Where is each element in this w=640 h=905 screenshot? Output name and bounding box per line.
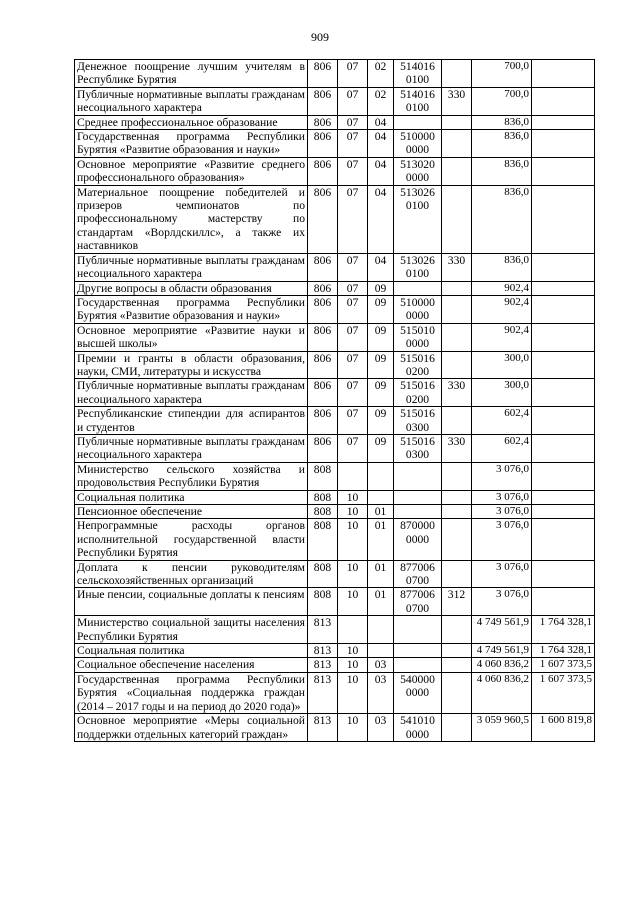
ministry-code: 813 bbox=[308, 644, 338, 658]
expense-name: Иные пенсии, социальные доплаты к пенсиям bbox=[75, 588, 308, 616]
amount-subvention bbox=[532, 253, 595, 281]
ministry-code: 813 bbox=[308, 714, 338, 742]
section-code: 07 bbox=[338, 87, 368, 115]
expense-name: Государственная программа Республики Бурятия «Развитие образования и науки» bbox=[75, 295, 308, 323]
expense-name: Среднее профессиональное образование bbox=[75, 115, 308, 129]
amount-total: 3 076,0 bbox=[472, 560, 532, 588]
section-code: 07 bbox=[338, 185, 368, 253]
expense-name: Социальная политика bbox=[75, 490, 308, 504]
expense-name: Основное мероприятие «Развитие науки и высшей школы» bbox=[75, 323, 308, 351]
table-row bbox=[75, 351, 595, 379]
subsection-code: 01 bbox=[368, 519, 394, 560]
amount-subvention: 1 607 373,5 bbox=[532, 658, 595, 672]
amount-subvention bbox=[532, 560, 595, 588]
target-article-code: 515010 0000 bbox=[394, 323, 442, 351]
amount-total: 300,0 bbox=[472, 379, 532, 407]
expense-name: Денежное поощрение лучшим учителям в Республике Бурятия bbox=[75, 60, 308, 88]
target-article-code: 514016 0100 bbox=[394, 60, 442, 88]
table-row bbox=[75, 560, 595, 588]
table-row bbox=[75, 407, 595, 435]
amount-subvention bbox=[532, 185, 595, 253]
target-article-code: 514016 0100 bbox=[394, 87, 442, 115]
expense-type-code bbox=[442, 672, 472, 713]
section-code bbox=[338, 616, 368, 644]
expense-name: Социальная политика bbox=[75, 644, 308, 658]
subsection-code bbox=[368, 462, 394, 490]
expense-name: Непрограммные расходы органов исполнительной государственной власти Республики Бурятия bbox=[75, 519, 308, 560]
table-row bbox=[75, 714, 595, 742]
table-row bbox=[75, 157, 595, 185]
budget-table bbox=[74, 59, 595, 742]
ministry-code: 808 bbox=[308, 505, 338, 519]
amount-total: 3 076,0 bbox=[472, 490, 532, 504]
amount-total: 902,4 bbox=[472, 295, 532, 323]
section-code: 07 bbox=[338, 253, 368, 281]
section-code: 10 bbox=[338, 490, 368, 504]
ministry-code: 806 bbox=[308, 351, 338, 379]
target-article-code: 510000 0000 bbox=[394, 295, 442, 323]
expense-type-code bbox=[442, 644, 472, 658]
expense-type-code bbox=[442, 519, 472, 560]
expense-type-code: 330 bbox=[442, 87, 472, 115]
expense-type-code bbox=[442, 115, 472, 129]
amount-subvention: 1 607 373,5 bbox=[532, 672, 595, 713]
target-article-code: 540000 0000 bbox=[394, 672, 442, 713]
expense-type-code bbox=[442, 60, 472, 88]
amount-total: 602,4 bbox=[472, 434, 532, 462]
target-article-code: 513020 0000 bbox=[394, 157, 442, 185]
expense-name: Основное мероприятие «Меры социальной поддержки отдельных категорий граждан» bbox=[75, 714, 308, 742]
expense-type-code bbox=[442, 323, 472, 351]
amount-total: 902,4 bbox=[472, 281, 532, 295]
expense-type-code: 330 bbox=[442, 434, 472, 462]
table-row bbox=[75, 644, 595, 658]
expense-type-code bbox=[442, 130, 472, 158]
target-article-code: 541010 0000 bbox=[394, 714, 442, 742]
expense-type-code bbox=[442, 407, 472, 435]
subsection-code: 09 bbox=[368, 351, 394, 379]
section-code bbox=[338, 462, 368, 490]
expense-type-code bbox=[442, 616, 472, 644]
section-code: 10 bbox=[338, 714, 368, 742]
amount-subvention bbox=[532, 434, 595, 462]
expense-name: Государственная программа Республики Бурятия «Социальная поддержка граждан (2014 – 2017 годы и на период до 2020 года)» bbox=[75, 672, 308, 713]
amount-total: 700,0 bbox=[472, 87, 532, 115]
target-article-code: 515016 0200 bbox=[394, 379, 442, 407]
expense-name: Государственная программа Республики Бурятия «Развитие образования и науки» bbox=[75, 130, 308, 158]
amount-subvention: 1 764 328,1 bbox=[532, 644, 595, 658]
ministry-code: 806 bbox=[308, 379, 338, 407]
amount-total: 4 749 561,9 bbox=[472, 616, 532, 644]
subsection-code: 09 bbox=[368, 379, 394, 407]
subsection-code: 09 bbox=[368, 434, 394, 462]
expense-name: Пенсионное обеспечение bbox=[75, 505, 308, 519]
expense-type-code bbox=[442, 185, 472, 253]
table-row bbox=[75, 87, 595, 115]
table-row bbox=[75, 519, 595, 560]
ministry-code: 806 bbox=[308, 60, 338, 88]
subsection-code: 09 bbox=[368, 281, 394, 295]
amount-subvention bbox=[532, 379, 595, 407]
ministry-code: 813 bbox=[308, 616, 338, 644]
page-number: 909 bbox=[311, 30, 329, 44]
section-code: 10 bbox=[338, 672, 368, 713]
expense-type-code bbox=[442, 281, 472, 295]
table-row bbox=[75, 658, 595, 672]
ministry-code: 806 bbox=[308, 434, 338, 462]
section-code: 07 bbox=[338, 323, 368, 351]
amount-total: 836,0 bbox=[472, 157, 532, 185]
expense-type-code bbox=[442, 157, 472, 185]
table-row bbox=[75, 616, 595, 644]
expense-name: Премии и гранты в области образования, науки, СМИ, литературы и искусства bbox=[75, 351, 308, 379]
table-row bbox=[75, 434, 595, 462]
target-article-code: 513026 0100 bbox=[394, 253, 442, 281]
target-article-code bbox=[394, 490, 442, 504]
target-article-code: 513026 0100 bbox=[394, 185, 442, 253]
amount-subvention: 1 764 328,1 bbox=[532, 616, 595, 644]
expense-name: Основное мероприятие «Развитие среднего профессионального образования» bbox=[75, 157, 308, 185]
subsection-code: 02 bbox=[368, 87, 394, 115]
expense-type-code bbox=[442, 490, 472, 504]
section-code: 10 bbox=[338, 519, 368, 560]
expense-name: Публичные нормативные выплаты гражданам несоциального характера bbox=[75, 434, 308, 462]
amount-subvention bbox=[532, 462, 595, 490]
section-code: 07 bbox=[338, 60, 368, 88]
amount-subvention bbox=[532, 295, 595, 323]
section-code: 07 bbox=[338, 281, 368, 295]
amount-total: 4 060 836,2 bbox=[472, 672, 532, 713]
amount-total: 300,0 bbox=[472, 351, 532, 379]
amount-subvention bbox=[532, 407, 595, 435]
target-article-code bbox=[394, 658, 442, 672]
ministry-code: 806 bbox=[308, 115, 338, 129]
ministry-code: 808 bbox=[308, 462, 338, 490]
amount-total: 3 059 960,5 bbox=[472, 714, 532, 742]
subsection-code: 01 bbox=[368, 560, 394, 588]
expense-name: Министерство сельского хозяйства и продовольствия Республики Бурятия bbox=[75, 462, 308, 490]
subsection-code: 09 bbox=[368, 323, 394, 351]
table-row bbox=[75, 253, 595, 281]
expense-name: Публичные нормативные выплаты гражданам несоциального характера bbox=[75, 253, 308, 281]
section-code: 10 bbox=[338, 588, 368, 616]
section-code: 07 bbox=[338, 115, 368, 129]
table-row bbox=[75, 281, 595, 295]
section-code: 10 bbox=[338, 644, 368, 658]
ministry-code: 806 bbox=[308, 130, 338, 158]
amount-subvention bbox=[532, 588, 595, 616]
target-article-code bbox=[394, 115, 442, 129]
expense-name: Публичные нормативные выплаты гражданам несоциального характера bbox=[75, 379, 308, 407]
ministry-code: 808 bbox=[308, 519, 338, 560]
subsection-code: 01 bbox=[368, 588, 394, 616]
subsection-code: 04 bbox=[368, 157, 394, 185]
ministry-code: 806 bbox=[308, 87, 338, 115]
subsection-code: 04 bbox=[368, 130, 394, 158]
target-article-code bbox=[394, 281, 442, 295]
subsection-code: 03 bbox=[368, 658, 394, 672]
section-code: 10 bbox=[338, 560, 368, 588]
subsection-code: 03 bbox=[368, 672, 394, 713]
expense-name: Социальное обеспечение населения bbox=[75, 658, 308, 672]
expense-type-code: 330 bbox=[442, 253, 472, 281]
expense-name: Министерство социальной защиты населения Республики Бурятия bbox=[75, 616, 308, 644]
target-article-code: 870000 0000 bbox=[394, 519, 442, 560]
expense-type-code bbox=[442, 505, 472, 519]
amount-total: 3 076,0 bbox=[472, 505, 532, 519]
amount-total: 3 076,0 bbox=[472, 588, 532, 616]
amount-subvention bbox=[532, 130, 595, 158]
ministry-code: 813 bbox=[308, 672, 338, 713]
expense-name: Другие вопросы в области образования bbox=[75, 281, 308, 295]
section-code: 07 bbox=[338, 351, 368, 379]
section-code: 07 bbox=[338, 130, 368, 158]
section-code: 07 bbox=[338, 434, 368, 462]
table-row bbox=[75, 379, 595, 407]
target-article-code: 515016 0200 bbox=[394, 351, 442, 379]
amount-subvention bbox=[532, 490, 595, 504]
subsection-code bbox=[368, 644, 394, 658]
amount-total: 902,4 bbox=[472, 323, 532, 351]
subsection-code: 09 bbox=[368, 295, 394, 323]
amount-subvention bbox=[532, 323, 595, 351]
amount-total: 836,0 bbox=[472, 185, 532, 253]
subsection-code: 02 bbox=[368, 60, 394, 88]
subsection-code: 04 bbox=[368, 115, 394, 129]
target-article-code: 877006 0700 bbox=[394, 588, 442, 616]
amount-total: 3 076,0 bbox=[472, 519, 532, 560]
expense-name: Публичные нормативные выплаты гражданам несоциального характера bbox=[75, 87, 308, 115]
section-code: 07 bbox=[338, 157, 368, 185]
subsection-code: 04 bbox=[368, 185, 394, 253]
section-code: 07 bbox=[338, 407, 368, 435]
ministry-code: 806 bbox=[308, 253, 338, 281]
subsection-code: 01 bbox=[368, 505, 394, 519]
expense-name: Республиканские стипендии для аспирантов и студентов bbox=[75, 407, 308, 435]
table-row bbox=[75, 490, 595, 504]
expense-type-code bbox=[442, 714, 472, 742]
amount-total: 836,0 bbox=[472, 130, 532, 158]
amount-subvention bbox=[532, 505, 595, 519]
ministry-code: 808 bbox=[308, 490, 338, 504]
amount-subvention bbox=[532, 115, 595, 129]
section-code: 10 bbox=[338, 658, 368, 672]
amount-subvention bbox=[532, 519, 595, 560]
amount-total: 4 060 836,2 bbox=[472, 658, 532, 672]
expense-type-code bbox=[442, 295, 472, 323]
table-row bbox=[75, 588, 595, 616]
ministry-code: 806 bbox=[308, 157, 338, 185]
ministry-code: 813 bbox=[308, 658, 338, 672]
target-article-code bbox=[394, 644, 442, 658]
section-code: 10 bbox=[338, 505, 368, 519]
table-row bbox=[75, 115, 595, 129]
target-article-code: 510000 0000 bbox=[394, 130, 442, 158]
amount-total: 3 076,0 bbox=[472, 462, 532, 490]
table-row bbox=[75, 323, 595, 351]
amount-total: 836,0 bbox=[472, 115, 532, 129]
amount-total: 700,0 bbox=[472, 60, 532, 88]
amount-subvention bbox=[532, 281, 595, 295]
amount-subvention bbox=[532, 87, 595, 115]
table-row bbox=[75, 60, 595, 88]
ministry-code: 806 bbox=[308, 407, 338, 435]
ministry-code: 808 bbox=[308, 560, 338, 588]
amount-total: 4 749 561,9 bbox=[472, 644, 532, 658]
section-code: 07 bbox=[338, 295, 368, 323]
target-article-code: 515016 0300 bbox=[394, 407, 442, 435]
amount-subvention bbox=[532, 351, 595, 379]
subsection-code: 03 bbox=[368, 714, 394, 742]
ministry-code: 806 bbox=[308, 295, 338, 323]
ministry-code: 806 bbox=[308, 185, 338, 253]
target-article-code: 877006 0700 bbox=[394, 560, 442, 588]
table-row bbox=[75, 672, 595, 713]
amount-subvention bbox=[532, 60, 595, 88]
table-row bbox=[75, 130, 595, 158]
ministry-code: 806 bbox=[308, 323, 338, 351]
table-row bbox=[75, 185, 595, 253]
target-article-code bbox=[394, 616, 442, 644]
amount-subvention: 1 600 819,8 bbox=[532, 714, 595, 742]
ministry-code: 806 bbox=[308, 281, 338, 295]
table-row bbox=[75, 505, 595, 519]
table-row bbox=[75, 462, 595, 490]
target-article-code: 515016 0300 bbox=[394, 434, 442, 462]
subsection-code: 09 bbox=[368, 407, 394, 435]
amount-total: 602,4 bbox=[472, 407, 532, 435]
expense-type-code: 312 bbox=[442, 588, 472, 616]
table-body bbox=[75, 60, 595, 742]
target-article-code bbox=[394, 505, 442, 519]
expense-type-code bbox=[442, 560, 472, 588]
expense-type-code bbox=[442, 351, 472, 379]
amount-total: 836,0 bbox=[472, 253, 532, 281]
table-row bbox=[75, 295, 595, 323]
expense-type-code bbox=[442, 462, 472, 490]
subsection-code bbox=[368, 616, 394, 644]
expense-type-code bbox=[442, 658, 472, 672]
amount-subvention bbox=[532, 157, 595, 185]
subsection-code: 04 bbox=[368, 253, 394, 281]
subsection-code bbox=[368, 490, 394, 504]
expense-name: Материальное поощрение победителей и призеров чемпионатов по профессиональному мастерству по стандартам «Ворлдскиллс», а также их наставников bbox=[75, 185, 308, 253]
target-article-code bbox=[394, 462, 442, 490]
ministry-code: 808 bbox=[308, 588, 338, 616]
expense-type-code: 330 bbox=[442, 379, 472, 407]
expense-name: Доплата к пенсии руководителям сельскохозяйственных организаций bbox=[75, 560, 308, 588]
section-code: 07 bbox=[338, 379, 368, 407]
